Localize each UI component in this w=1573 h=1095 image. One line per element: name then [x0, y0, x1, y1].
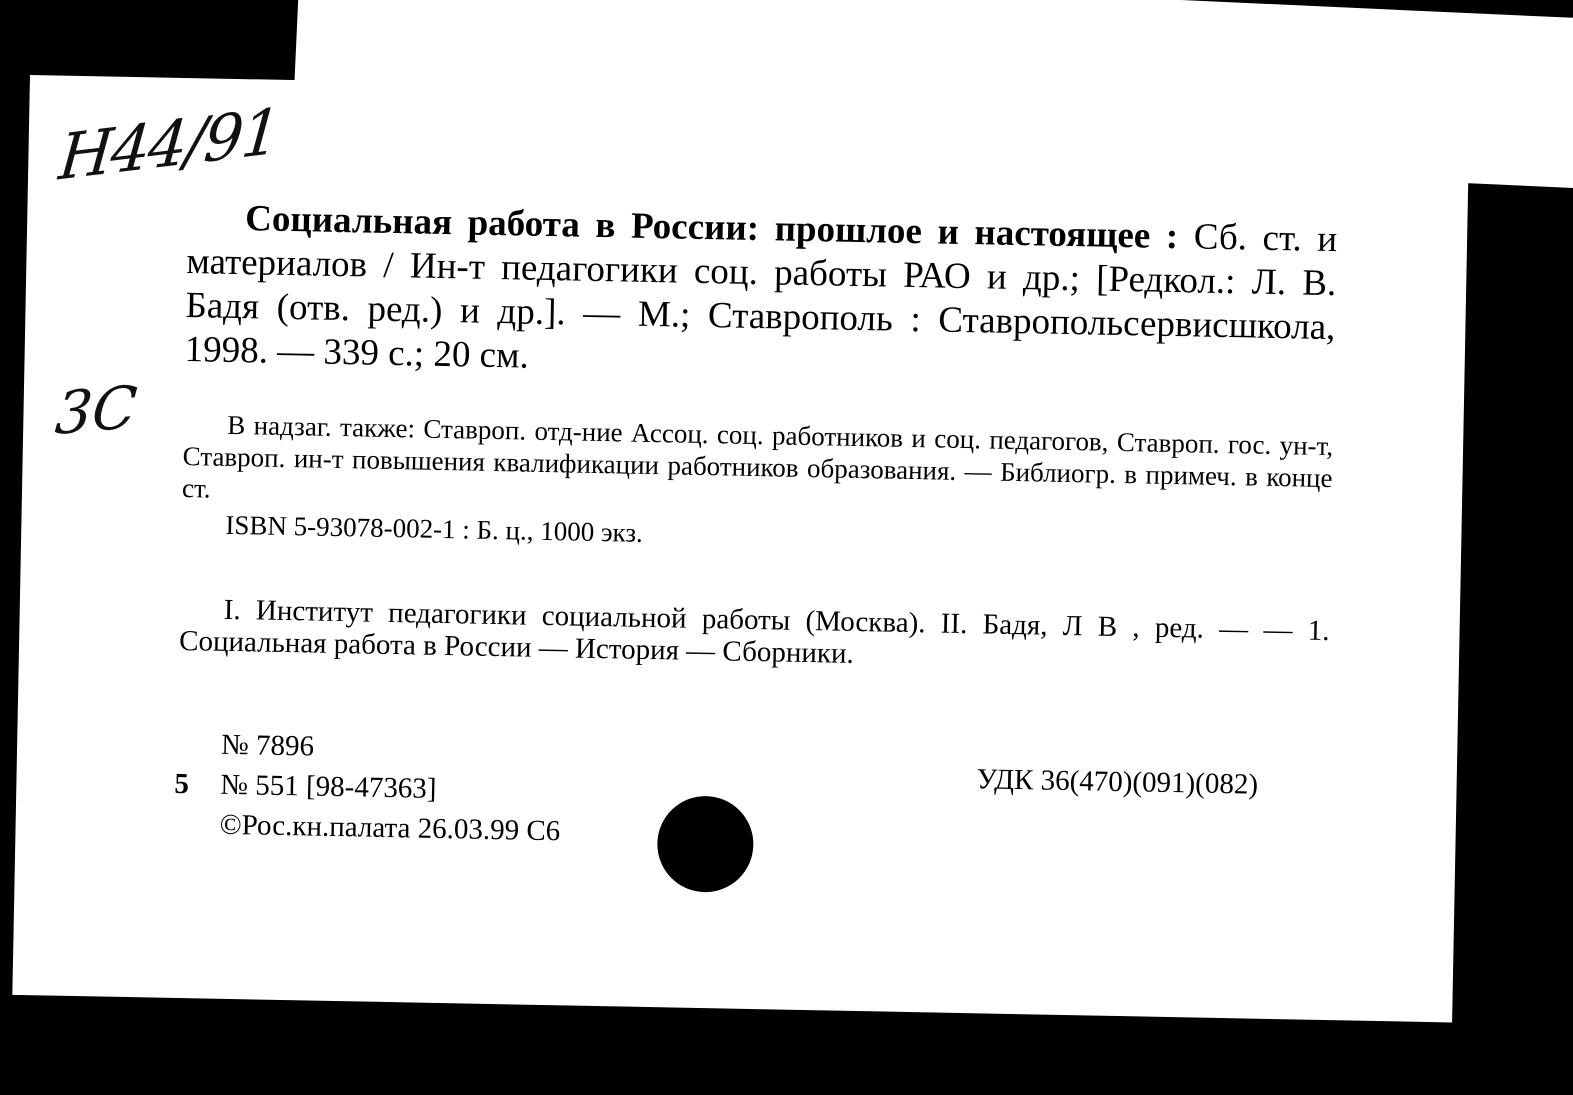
handwritten-code: Н44/91: [56, 93, 282, 195]
card-number-1: № 7896: [220, 728, 315, 763]
copyright-line: ©Рос.кн.палата 26.03.99 С6: [219, 808, 561, 848]
catalog-card: [12, 75, 1469, 1022]
handwritten-classification: 3С: [52, 372, 140, 449]
udk-code: УДК 36(470)(091)(082): [976, 763, 1259, 801]
card-number-prefix: 5: [174, 767, 190, 801]
title-block: [184, 196, 1337, 394]
isbn-line: ISBN 5-93078-002-1 : Б. ц., 1000 экз.: [225, 509, 644, 548]
card-number-2: № 551 [98-47363]: [220, 768, 437, 805]
notes-block: В надзаг. также: Ставроп. отд-ние Ассоц. соц. работников и соц. педагогов, Ставроп. гос. ун-т, Ставроп. ин-т повышения квалификации работников образования. — Библиогр. в примеч. в конце ст.: [181, 409, 1334, 504]
title-main: Социальная работа в России: прошлое и настоящее :: [244, 198, 1179, 258]
title-details: Сб. ст. и материалов / Ин-т педагогики соц. работы РАО и др.; [Редкол.: Л. В. Бадя (отв. ред.) и др.]. — М.; Ставрополь : Ставропольсервисшкола, 1998. — 339 с.; 20 см.: [184, 216, 1338, 377]
punch-hole: [656, 795, 754, 893]
tracings-block: I. Институт педагогики социальной работы (Москва). II. Бадя, Л В , ред. — — 1. Социальная работа в России — История — Сборники.: [178, 593, 1330, 670]
